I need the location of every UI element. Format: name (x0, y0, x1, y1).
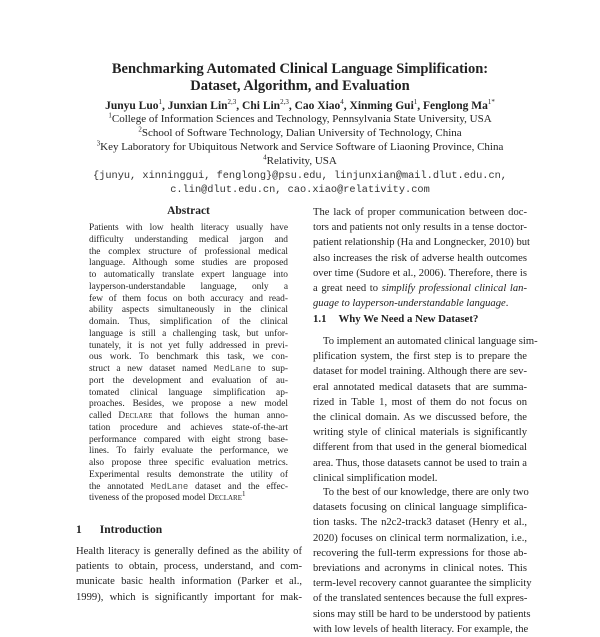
intro-paragraph: Health literacy is generally defined as the ability of patients to obtain, process, understand, and com- municate basic health information (Parker et al., 1999), which is significantly important for mak- (76, 546, 302, 603)
author-name: Junyu Luo (105, 100, 159, 112)
affiliation: $^2$School of Software Technology, Dalian University of Technology, China (138, 125, 462, 139)
paper-title-line-1: Benchmarking Automated Clinical Language Simplification: (111, 61, 489, 77)
model-name: Declare (118, 411, 153, 421)
author-list: Junyu Luo$^1$, Junxian Lin$^{2,3}$, Chi Lin$^{2,3}$, Cao Xiao$^4$, Xinming Gui$^1$, Fenglong $Ma^{1*}$ (105, 98, 495, 112)
author-name: Chi Lin (242, 100, 281, 112)
author-name: Fenglong Ma (423, 100, 488, 112)
section-heading: 1 Introduction (76, 524, 163, 536)
affiliation: $^4$Relativity, USA (263, 153, 337, 167)
right-paragraph-3: To the best of our knowledge, there are only two datasets focusing on clinical language simplifica- tion tasks. The n2c2-track3 dataset (Henry et al., 2020) focuses on clinical term normalization, i.e., recovering the full-term expressions for those ab- breviations and acronyms in clinical notes. This term-level recovery cannot guarantee the simplicity of the translated sentences because the full expres- sions may still be hard to be understood by patients with low levels of health literacy. For example, the (313, 487, 532, 635)
subsection-heading: 1.1 Why We Need a New Dataset? (313, 313, 479, 325)
abstract-body: Patients with low health literacy usually have difficulty understanding medical jargon and the complex structure of professional medical language. Although some studies are proposed to automatically translate expert language into layperson-understandable language, only a few of them focus on both accuracy and read- ability aspects simultaneously in the clinical domain. Thus, simplification of the clinical language is still a challenging task, but unfor- tunately, it is not yet fully addressed in previ- ous work. To benchmark this task, we con- struct a new dataset named MedLane to sup- port the development and evaluation of au- tomated clinical language simplification ap- proaches. Besides, we propose a new model called Declare that follows the human anno- tation procedure and achieves state-of-the-art performance compared with eight strong base- lines. To fairly evaluate the performance, we also propose three specific evaluation metrics. Experimental results demonstrate the utility of the annotated MedLane dataset and the effec- tiveness of the proposed model Declare$^1$ (89, 223, 289, 504)
paper-title-line-2: Dataset, Algorithm, and Evaluation (190, 78, 410, 94)
dataset-name: MedLane (150, 481, 189, 492)
right-paragraph-2: To implement an automated clinical language sim- plification system, the first step is to prepare the dataset for model training. Although there are sev- eral annotated medical datasets that are summa- rized in Table 1, most of them do not focus on the clinical domain. As we discussed before, the writing style of clinical materials is significantly different from that used in the general biomedical area. Thus, those datasets cannot be used to train a clinical simplification model. (313, 336, 538, 484)
author-name: Cao Xiao (294, 100, 341, 112)
email-line: c.lin@dlut.edu.cn, cao.xiao@relativity.com (170, 184, 430, 196)
right-paragraph-1: The lack of proper communication between doc- tors and patients not only results in a tense doctor- patient relationship (Ha and Longnecker, 2010) but also increases the risk of adverse health outcomes over time (Sudore et al., 2006). Therefore, there is a great need to simplify professional clinical lan- guage to layperson-understandable language. (313, 207, 530, 310)
dataset-name: MedLane (213, 364, 252, 374)
model-name: Declare (208, 493, 242, 504)
author-name: Junxian Lin (167, 100, 228, 112)
email-line: {junyu, xinninggui, fenglong}@psu.edu, linjunxian@mail.dlut.edu.cn, (92, 170, 507, 182)
affiliation: $^1$College of Information Sciences and Technology, Pennsylvania State University, USA (108, 111, 492, 125)
affiliation: $^3$Key Laboratory for Ubiquitous Network and Service Software of Liaoning Province, China (96, 139, 504, 153)
abstract-heading: Abstract (167, 205, 210, 217)
footnote-marker: 1 (242, 490, 246, 499)
author-name: Xinming Gui (349, 100, 414, 112)
